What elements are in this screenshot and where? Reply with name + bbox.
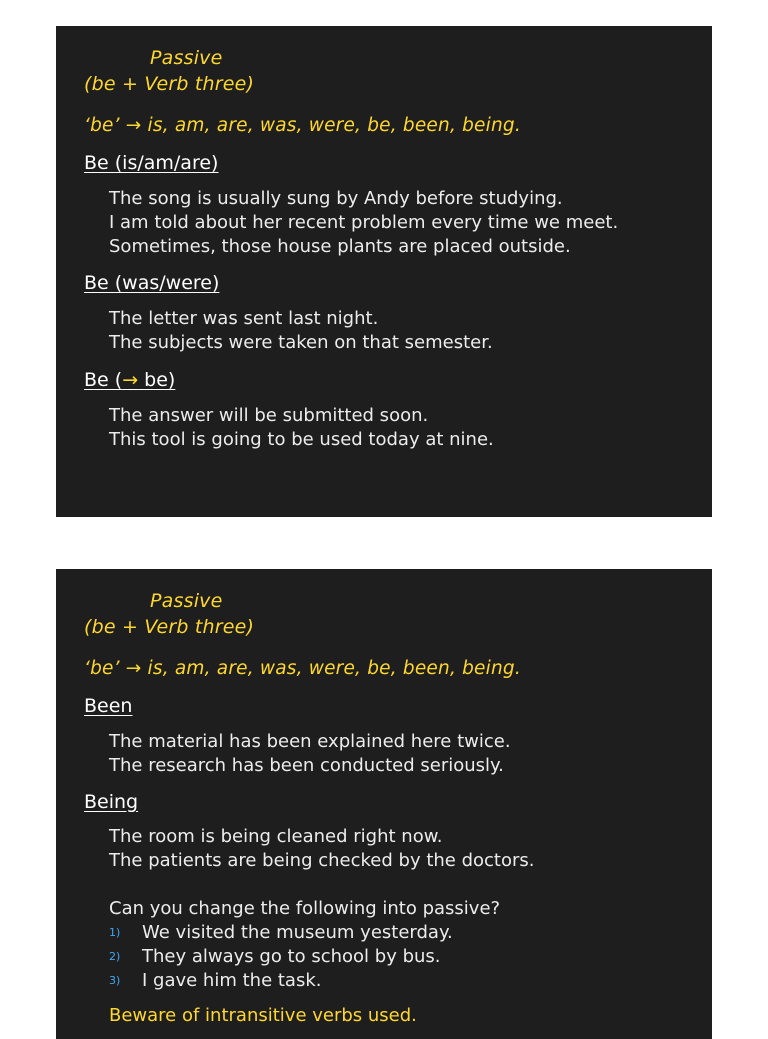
exercise-text: They always go to school by bus. xyxy=(142,946,441,967)
example-sentence: The song is usually sung by Andy before studying. xyxy=(109,188,563,209)
example-sentence: The room is being cleaned right now. xyxy=(109,826,443,847)
formula: (be + Verb three) xyxy=(84,73,255,95)
example-sentence: I am told about her recent problem every time we meet. xyxy=(109,212,619,233)
list-item xyxy=(109,945,453,969)
heading-text: Be ( xyxy=(84,369,123,391)
example-sentence: The subjects were taken on that semester. xyxy=(109,332,493,353)
slide-1 xyxy=(56,26,712,517)
example-sentence: This tool is going to be used today at nine. xyxy=(109,429,494,450)
list-number: 3) xyxy=(109,974,121,987)
exercise-text: I gave him the task. xyxy=(142,970,322,991)
section-heading-future-be xyxy=(84,369,175,391)
list-item xyxy=(109,921,453,945)
heading-text: be) xyxy=(138,369,176,391)
section-heading-been: Been xyxy=(84,695,133,717)
example-sentence: The answer will be submitted soon. xyxy=(109,405,429,426)
slide-title: Passive xyxy=(150,47,223,69)
section-heading-was-were: Be (was/were) xyxy=(84,272,220,294)
slide-2 xyxy=(56,569,712,1039)
exercise-list xyxy=(109,921,453,993)
example-sentence: The research has been conducted seriously. xyxy=(109,755,504,776)
right-arrow-icon: → xyxy=(122,369,139,391)
warning-note: Beware of intransitive verbs used. xyxy=(109,1005,417,1026)
example-sentence: The letter was sent last night. xyxy=(109,308,379,329)
list-number: 2) xyxy=(109,950,121,963)
list-number: 1) xyxy=(109,926,121,939)
be-forms: ‘be’ → is, am, are, was, were, be, been, being. xyxy=(84,115,521,136)
exercise-text: We visited the museum yesterday. xyxy=(142,922,453,943)
be-forms: ‘be’ → is, am, are, was, were, be, been, being. xyxy=(84,658,521,679)
section-heading-being: Being xyxy=(84,791,139,813)
section-heading-is-am-are: Be (is/am/are) xyxy=(84,152,219,174)
slide-title: Passive xyxy=(150,590,223,612)
example-sentence: The material has been explained here twice. xyxy=(109,731,511,752)
example-sentence: The patients are being checked by the doctors. xyxy=(109,850,535,871)
formula: (be + Verb three) xyxy=(84,616,255,638)
list-item xyxy=(109,969,453,993)
example-sentence: Sometimes, those house plants are placed outside. xyxy=(109,236,571,257)
exercise-question: Can you change the following into passive? xyxy=(109,898,501,919)
